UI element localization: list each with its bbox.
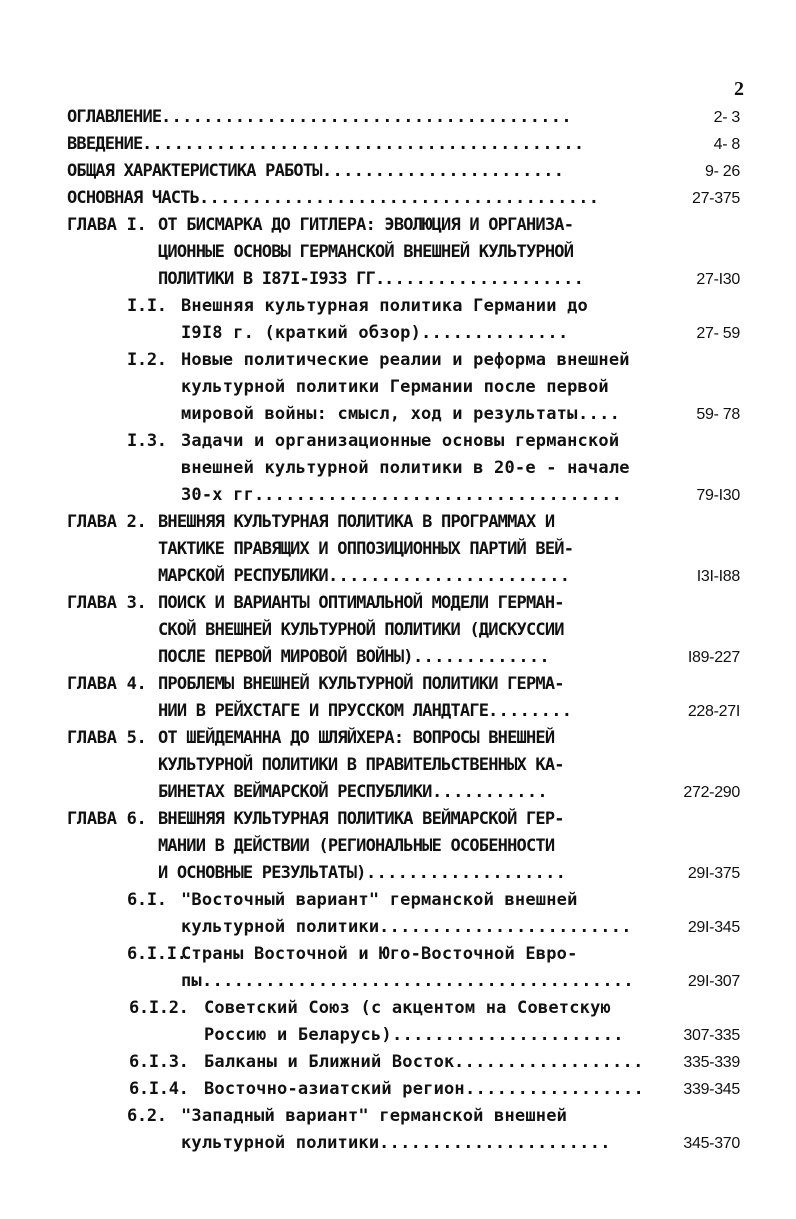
toc-entry [0, 860, 796, 887]
toc-entry-prefix: I.3. [127, 431, 167, 451]
toc-entry-text: "Западный вариант" германской внешней [181, 1106, 568, 1126]
toc-entry-text: "Восточный вариант" германской внешней [181, 890, 578, 910]
toc-entry-leader: ...................... [379, 1133, 611, 1153]
toc-entry [0, 617, 796, 644]
toc-entry-prefix: ГЛАВА 6. [67, 809, 147, 829]
toc-entry [0, 455, 796, 482]
toc-entry-prefix: I.I. [127, 296, 167, 316]
toc-entry [0, 563, 796, 590]
toc-entry-text: пы [181, 971, 202, 991]
toc-entry-leader: ........... [432, 782, 548, 802]
toc-entry-prefix: 6.I. [127, 890, 167, 910]
toc-entry-prefix: 6.I.3. [129, 1052, 189, 1072]
toc-entry-leader: .......................................... [142, 134, 585, 154]
toc-entry-text: СКОЙ ВНЕШНЕЙ КУЛЬТУРНОЙ ПОЛИТИКИ (ДИСКУССИИ [158, 620, 564, 640]
toc-entry [0, 401, 796, 428]
toc-entry-pages: I89-227 [687, 649, 740, 666]
toc-entry-pages: 27- 59 [696, 325, 740, 342]
toc-entry [0, 590, 796, 617]
toc-entry-leader: .............. [421, 323, 569, 343]
toc-entry-text: Восточно-азиатский регион [204, 1079, 465, 1099]
toc-entry-text: 30-х гг. [181, 485, 265, 505]
toc-entry [0, 1103, 796, 1130]
toc-entry-prefix: ГЛАВА I. [67, 215, 147, 235]
toc-entry-leader: .................. [454, 1052, 644, 1072]
toc-entry-pages: 29I-375 [687, 865, 740, 882]
toc-entry-prefix: 6.I.2. [129, 998, 189, 1018]
toc-entry [0, 1130, 796, 1157]
toc-entry-leader: ....................................... [161, 107, 572, 127]
toc-entry-text: Балканы и Ближний Восток [204, 1052, 455, 1072]
toc-entry [0, 1049, 796, 1076]
toc-entry-text: культурной политики [181, 917, 380, 937]
toc-entry-pages: 335-339 [683, 1054, 740, 1071]
toc-entry [0, 239, 796, 266]
toc-entry [0, 779, 796, 806]
page-number: 2 [734, 78, 744, 100]
toc-entry [0, 428, 796, 455]
toc-entry-pages: 79-I30 [696, 487, 740, 504]
toc-entry-pages: 59- 78 [696, 406, 740, 423]
toc-entry-pages: 345-370 [683, 1135, 740, 1152]
toc-entry-pages: 339-345 [683, 1081, 740, 1098]
toc-entry-text: ПОСЛЕ ПЕРВОЙ МИРОВОЙ ВОЙНЫ) [158, 647, 413, 667]
toc-entry-leader: ................... [366, 863, 567, 883]
toc-entry-leader: .................................. [264, 485, 623, 505]
toc-entry-prefix: ГЛАВА 3. [67, 593, 147, 613]
toc-entry-text: И ОСНОВНЫЕ РЕЗУЛЬТАТЫ) [158, 863, 366, 883]
toc-entry-prefix: ГЛАВА 5. [67, 728, 147, 748]
toc-entry-text: МАРСКОЙ РЕСПУБЛИКИ [158, 566, 328, 586]
toc-entry [0, 752, 796, 779]
toc-entry-leader: ................... [384, 269, 585, 289]
toc-entry-text: культурной политики Германии после первой [181, 377, 609, 397]
toc-entry-text: БИНЕТАХ ВЕЙМАРСКОЙ РЕСПУБЛИКИ [158, 782, 432, 802]
toc-entry-pages: 307-335 [683, 1027, 740, 1044]
toc-entry-text: ПРОБЛЕМЫ ВНЕШНЕЙ КУЛЬТУРНОЙ ПОЛИТИКИ ГЕРМА- [158, 674, 564, 694]
toc-entry [0, 536, 796, 563]
toc-entry-leader: ......................................... [202, 971, 634, 991]
toc-entry-text: ВНЕШНЯЯ КУЛЬТУРНАЯ ПОЛИТИКА ВЕЙМАРСКОЙ ГЕР- [158, 809, 564, 829]
toc-entry-pages: 272-290 [683, 784, 740, 801]
toc-entry [0, 293, 796, 320]
toc-entry-pages: 9- 26 [705, 163, 740, 180]
toc-entry-leader: ........................ [379, 917, 632, 937]
toc-entry-pages: 29I-307 [687, 973, 740, 990]
toc-entry-text: ОГЛАВЛЕНИЕ [67, 107, 162, 127]
toc-entry-leader: ............. [413, 647, 550, 667]
toc-entry-prefix: 6.I.I. [127, 944, 187, 964]
toc-entry [0, 995, 796, 1022]
toc-entry-text: мировой войны: смысл, ход и результаты [181, 404, 578, 424]
toc-entry [0, 104, 796, 131]
toc-entry [0, 887, 796, 914]
toc-entry-text: МАНИИ В ДЕЙСТВИИ (РЕГИОНАЛЬНЫЕ ОСОБЕННОСТИ [158, 836, 555, 856]
toc-entry-text: ВНЕШНЯЯ КУЛЬТУРНАЯ ПОЛИТИКА В ПРОГРАММАХ И [158, 512, 555, 532]
toc-entry-pages: 228-27I [687, 703, 740, 720]
toc-entry [0, 266, 796, 293]
toc-entry-text: Внешняя культурная политика Германии до [181, 296, 588, 316]
toc-entry [0, 482, 796, 509]
toc-entry-text: Страны Восточной и Юго-Восточной Евро- [181, 944, 578, 964]
toc-entry-text: I9I8 г. (краткий обзор) [181, 323, 422, 343]
toc-entry-text: Новые политические реалии и реформа внешней [181, 350, 630, 370]
toc-entry-pages: 27-375 [691, 190, 740, 207]
toc-entry [0, 968, 796, 995]
toc-entry-text: ОТ БИСМАРКА ДО ГИТЛЕРА: ЭВОЛЮЦИЯ И ОРГАНИЗА- [158, 215, 574, 235]
toc-entry-leader: .... [578, 404, 621, 424]
toc-entry [0, 644, 796, 671]
toc-entry-text: ОСНОВНАЯ ЧАСТЬ [67, 188, 200, 208]
toc-entry [0, 131, 796, 158]
toc-entry-text: ПОЛИТИКИ В I87I-I933 ГГ. [158, 269, 385, 289]
toc-entry-text: ОТ ШЕЙДЕМАННА ДО ШЛЯЙХЕРА: ВОПРОСЫ ВНЕШНЕЙ [158, 728, 555, 748]
toc-entry-text: культурной политики [181, 1133, 380, 1153]
toc-entry [0, 698, 796, 725]
toc-entry-leader: ....................... [328, 566, 571, 586]
toc-entry [0, 1076, 796, 1103]
toc-entry [0, 833, 796, 860]
toc-entry-text: ПОИСК И ВАРИАНТЫ ОПТИМАЛЬНОЙ МОДЕЛИ ГЕРМАН- [158, 593, 564, 613]
toc-entry [0, 941, 796, 968]
toc-entry [0, 185, 796, 212]
toc-entry-text: НИИ В РЕЙХСТАГЕ И ПРУССКОМ ЛАНДТАГЕ [158, 701, 489, 721]
toc-entry-text: ВВЕДЕНИЕ [67, 134, 143, 154]
toc-entry-text: ТАКТИКЕ ПРАВЯЩИХ И ОППОЗИЦИОННЫХ ПАРТИЙ ВЕЙ- [158, 539, 574, 559]
toc-entry [0, 320, 796, 347]
toc-entry-prefix: I.2. [127, 350, 167, 370]
toc-entry [0, 1022, 796, 1049]
toc-entry-pages: I3I-I88 [696, 568, 740, 585]
toc-entry-leader: ...................................... [199, 188, 600, 208]
toc-entry [0, 806, 796, 833]
toc-entry [0, 158, 796, 185]
toc-entry-leader: ................. [465, 1079, 645, 1099]
toc-entry [0, 671, 796, 698]
toc-entry-text: Советский Союз (с акцентом на Советскую [204, 998, 611, 1018]
toc-entry-text: ОБЩАЯ ХАРАКТЕРИСТИКА РАБОТЫ [67, 161, 322, 181]
toc-entry-pages: 2- 3 [713, 109, 740, 126]
toc-entry [0, 914, 796, 941]
toc-entry-leader: ........ [488, 701, 573, 721]
toc-entry-pages: 29I-345 [687, 919, 740, 936]
toc-entry-prefix: 6.I.4. [129, 1079, 189, 1099]
toc-entry-pages: 27-I30 [696, 271, 740, 288]
toc-entry-prefix: 6.2. [127, 1106, 167, 1126]
toc-entry-text: ЦИОННЫЕ ОСНОВЫ ГЕРМАНСКОЙ ВНЕШНЕЙ КУЛЬТУРНОЙ [158, 242, 574, 262]
toc-entry [0, 509, 796, 536]
toc-entry-leader: ....................... [322, 161, 565, 181]
toc-entry-leader: ...................... [392, 1025, 624, 1045]
toc-entry [0, 212, 796, 239]
toc-entry-text: Россию и Беларусь) [204, 1025, 392, 1045]
toc-entry [0, 347, 796, 374]
toc-entry [0, 374, 796, 401]
toc-entry-text: внешней культурной политики в 20-е - начале [181, 458, 630, 478]
toc-entry-prefix: ГЛАВА 4. [67, 674, 147, 694]
toc-entry-pages: 4- 8 [713, 136, 740, 153]
toc-entry [0, 725, 796, 752]
toc-entry-text: Задачи и организационные основы германской [181, 431, 620, 451]
toc-entry-text: КУЛЬТУРНОЙ ПОЛИТИКИ В ПРАВИТЕЛЬСТВЕННЫХ КА- [158, 755, 564, 775]
toc-entry-prefix: ГЛАВА 2. [67, 512, 147, 532]
